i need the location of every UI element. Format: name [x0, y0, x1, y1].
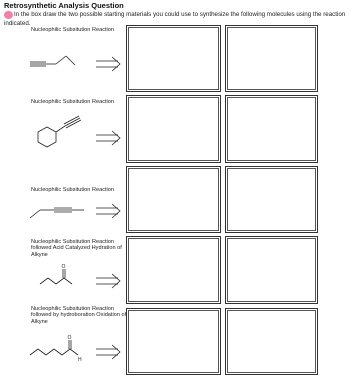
reaction-label-1: Nucleophilic Subsitution Reaction — [31, 27, 115, 33]
reaction-label-2: Nucleophilic Subsitution Reaction — [31, 99, 115, 105]
answer-box-1a[interactable] — [126, 25, 221, 92]
answer-box-5a[interactable] — [126, 308, 221, 375]
answer-box-2a[interactable] — [126, 95, 221, 163]
svg-text:O: O — [67, 335, 72, 341]
answer-box-3a[interactable] — [126, 166, 221, 233]
answer-box-1b[interactable] — [225, 25, 318, 92]
instructions-text: In the box draw the two possible starting materials you could use to synthesize the following molecules using the reaction indicated. — [4, 11, 346, 27]
reaction-arrow-3 — [96, 203, 126, 219]
svg-text:O: O — [61, 264, 66, 270]
answer-box-3b[interactable] — [225, 166, 318, 233]
reaction-label-4: Nucleophilic Subsitution Reaction followed Acid Catalyzed Hydration of Alkyne — [31, 239, 122, 258]
reaction-arrow-4 — [96, 273, 126, 289]
hydrogen-atom-label: H — [78, 357, 82, 363]
answer-box-4a[interactable] — [126, 236, 221, 304]
page-title: Retrosynthetic Analysis Question — [4, 1, 124, 10]
reaction-label-5: Nucleophilic Subsitution Reaction followed by hydroboration Oxidation of Alkyne — [31, 306, 127, 325]
reaction-arrow-1 — [96, 56, 126, 72]
reaction-arrow-2 — [96, 130, 126, 146]
reaction-label-3: Nucleophilic Subsitution Reaction — [31, 187, 115, 193]
answer-box-2b[interactable] — [225, 95, 318, 163]
answer-box-5b[interactable] — [225, 308, 318, 375]
reaction-arrow-5 — [96, 344, 126, 360]
answer-box-4b[interactable] — [225, 236, 318, 304]
